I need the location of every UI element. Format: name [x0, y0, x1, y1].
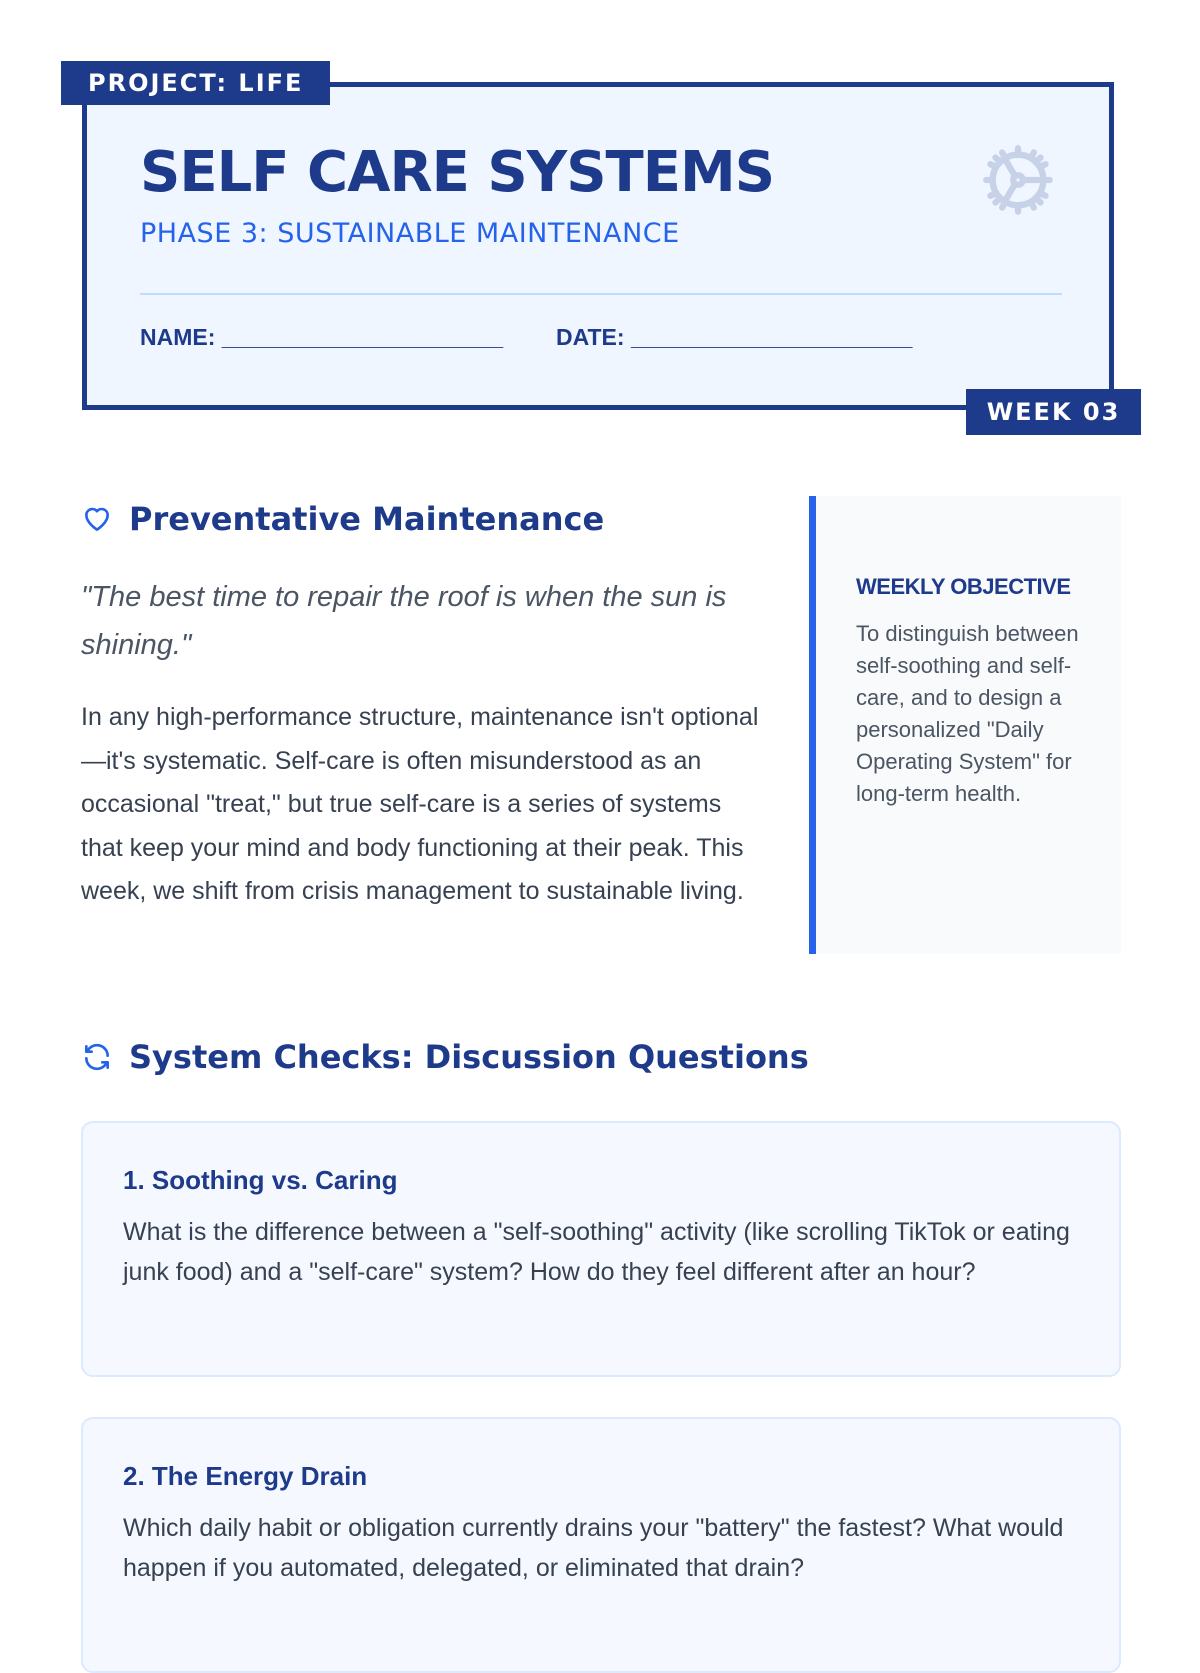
- page-subtitle: PHASE 3: SUSTAINABLE MAINTENANCE: [140, 218, 680, 249]
- gear-icon: [980, 142, 1056, 218]
- name-field[interactable]: NAME: ______________________: [140, 324, 504, 350]
- date-field[interactable]: DATE: ______________________: [556, 324, 913, 350]
- question-title: 2. The Energy Drain: [123, 1461, 368, 1491]
- question-text: Which daily habit or obligation currently drains your "battery" the fastest? What would happen if you automated, delegated, or eliminated that drain?: [123, 1514, 1064, 1582]
- divider: [140, 293, 1062, 295]
- refresh-icon: [81, 1041, 113, 1073]
- quote: "The best time to repair the roof is when the sun is shining.": [81, 581, 727, 661]
- section-heading-system-checks: [81, 1038, 809, 1076]
- question-card: [81, 1417, 1121, 1673]
- week-badge: WEEK 03: [966, 389, 1141, 435]
- question-text: What is the difference between a "self-soothing" activity (like scrolling TikTok or eating junk food) and a "self-care" system? How do they feel different after an hour?: [123, 1218, 1070, 1286]
- section-heading-text: Preventative Maintenance: [129, 500, 605, 538]
- section-heading-preventative: [81, 500, 604, 538]
- heart-icon: [81, 503, 113, 535]
- intro-paragraph: In any high-performance structure, maintenance isn't optional—it's systematic. Self-care is often misunderstood as an occasional "treat," but true self-care is a series of systems that keep your mind and body functioning at their peak. This week, we shift from crisis management to sustainable living.: [81, 703, 759, 905]
- page-title: SELF CARE SYSTEMS: [140, 140, 775, 205]
- weekly-objective-box: [809, 496, 1121, 954]
- section-heading-text: System Checks: Discussion Questions: [129, 1038, 809, 1076]
- question-title: 1. Soothing vs. Caring: [123, 1165, 398, 1195]
- question-card: [81, 1121, 1121, 1377]
- project-tag: PROJECT: LIFE: [61, 61, 330, 105]
- objective-text: To distinguish between self-soothing and self-care, and to design a personalized "Daily Operating System" for long-term health.: [856, 621, 1079, 806]
- objective-heading: WEEKLY OBJECTIVE: [856, 574, 1071, 599]
